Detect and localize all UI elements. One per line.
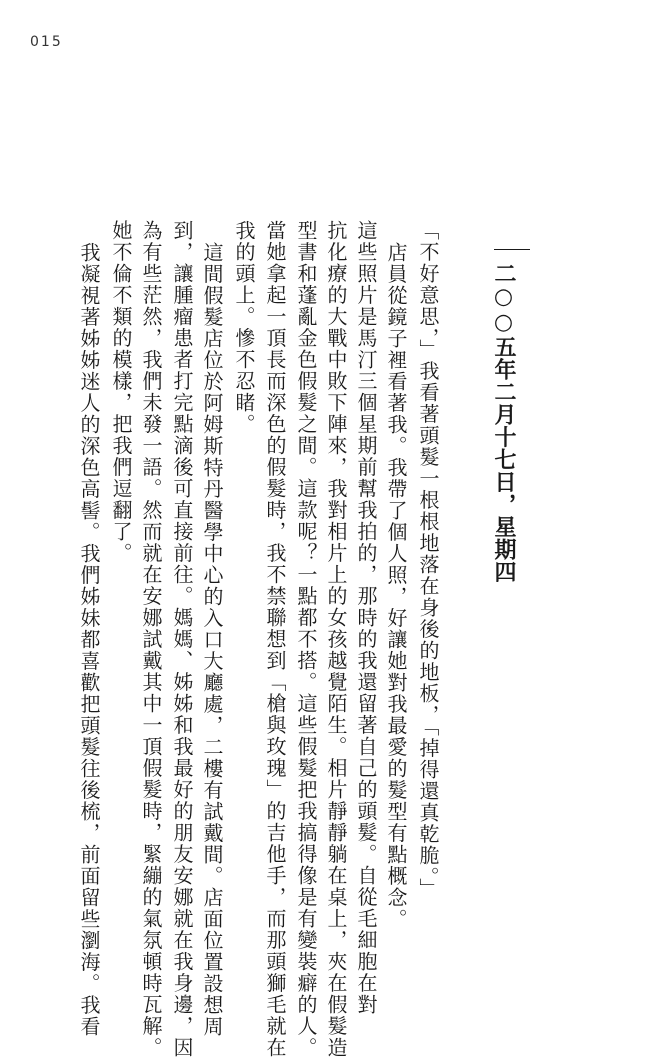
text-line-6: 當她拿起一頂長而深色的假髮時，我不禁聯想到「槍與玫瑰」的吉他手，而那頭獅毛就在 [263,220,287,1059]
chapter-date-title: 二○○五年二月十七日，星期四 [491,262,516,583]
text-line-12: 我凝視著姊姊迷人的深色高髻。我們姊妹都喜歡把頭髮往後梳，前面留些瀏海。我看 [77,242,101,1038]
title-rule [494,249,530,250]
text-line-4: 抗化療的大戰中敗下陣來，我對相片上的女孩越覺陌生。相片靜靜躺在桌上，夾在假髮造 [324,220,348,1059]
text-line-7: 我的頭上。慘不忍睹。 [232,220,256,435]
text-line-9: 到，讓腫瘤患者打完點滴後可直接前往。媽媽、姊姊和我最好的朋友安娜就在我身邊，因 [170,220,194,1059]
page-number: 015 [30,34,63,50]
text-line-5: 型書和蓬亂金色假髮之間。這款呢？一點都不搭。這些假髮把我搞得像是有變裝癖的人。 [294,220,318,1059]
text-line-2: 店員從鏡子裡看著我。我帶了個人照，好讓她對我最愛的髮型有點概念。 [384,242,408,930]
text-line-3: 這些照片是馬汀三個星期前幫我拍的，那時的我還留著自己的頭髮。自從毛細胞在對 [354,220,378,1016]
text-line-10: 為有些茫然，我們未發一語。然而就在安娜試戴其中一頂假髮時，緊繃的氣氛頓時瓦解。 [139,220,163,1059]
text-line-8: 這間假髮店位於阿姆斯特丹醫學中心的入口大廳處，二樓有試戴間。店面位置設想周 [200,242,224,1038]
text-line-11: 她不倫不類的模樣，把我們逗翻了。 [109,220,133,564]
text-line-1: 「不好意思，」我看著頭髮一根根地落在身後的地板，「掉得還真乾脆。」 [416,220,440,900]
